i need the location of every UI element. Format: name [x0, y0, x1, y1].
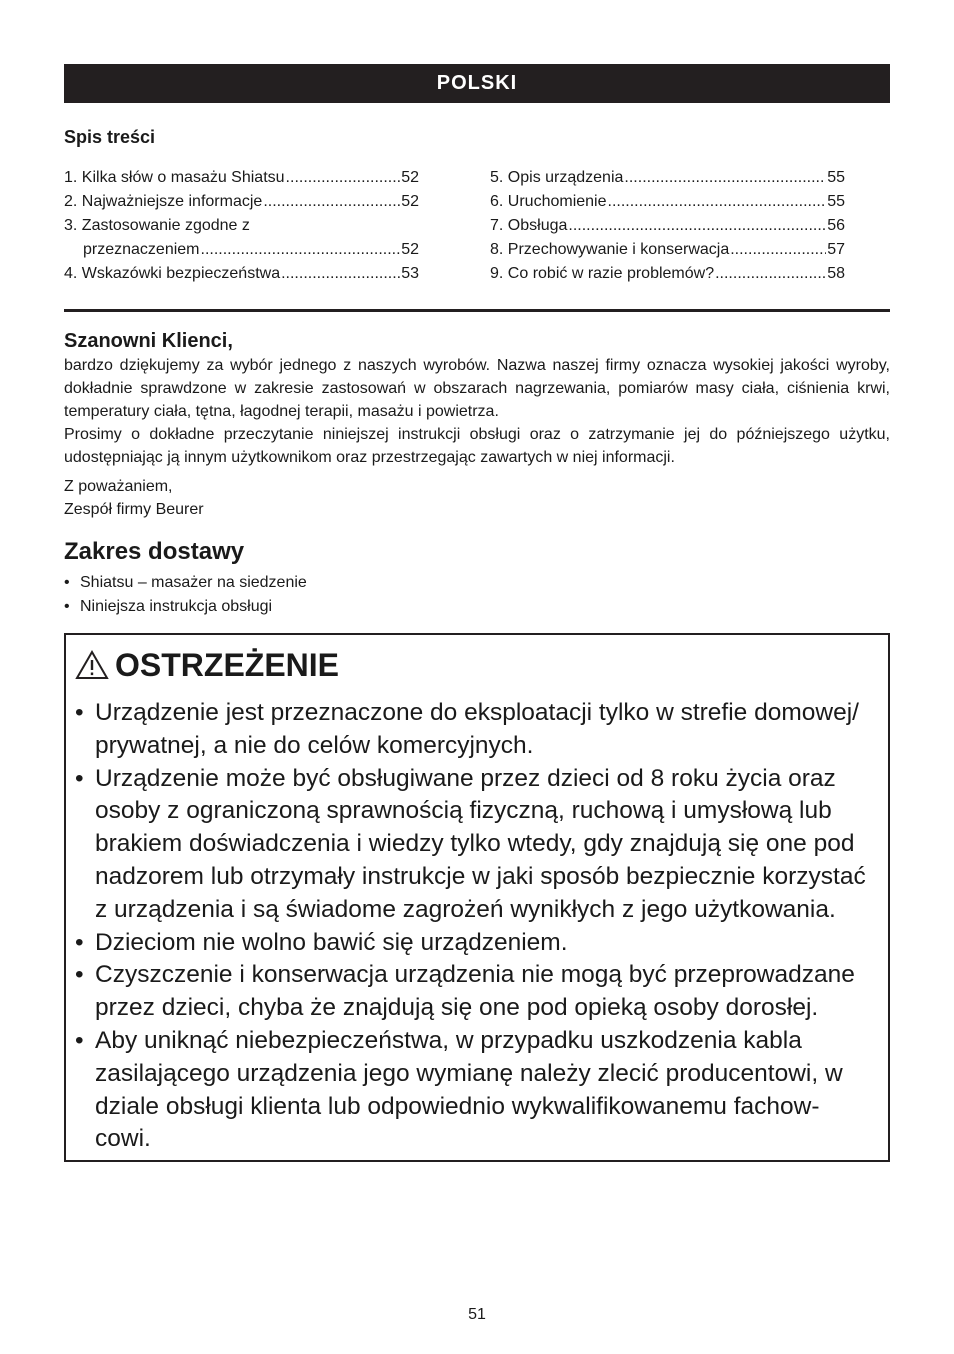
intro-paragraph: bardzo dziękujemy za wybór jednego z naszych wyrobów. Nazwa naszej firmy oznacza wysokiej jakości wyroby, dokładnie sprawdzone w zakresie zastosowań w obszarach nagrzewania, pomiarów masy ciała, ciśnienia krwi, temperatury ciała, tętna, łagodnej terapii, masażu i powietrza. [64, 357, 890, 420]
toc-entry[interactable] [64, 190, 419, 214]
delivery-heading: Zakres dostawy [64, 538, 245, 565]
toc-entry-title: 7. Obsługa [490, 217, 568, 234]
toc-entry[interactable] [490, 190, 845, 214]
toc-entry[interactable] [64, 214, 419, 262]
intro-paragraph: Prosimy o dokładne przeczytanie niniejszej instrukcji obsługi oraz o zatrzymanie jej do późniejszego użytku, udostępniając ją innym użytkownikom oraz przestrzegając zawartych w niej informacji. [64, 426, 890, 466]
toc-entry-page: 55 [827, 193, 845, 210]
list-item-text: Urządzenie jest przeznaczone do eksploatacji tylko w strefie domowej/ prywatnej, a nie do celów komercyjnych. [95, 699, 859, 759]
toc-entry-title: 9. Co robić w razie problemów? [490, 265, 715, 282]
closing-line: Zespół firmy Beurer [64, 501, 204, 518]
toc-entry-page: 52 [401, 169, 419, 186]
list-item [64, 571, 890, 595]
language-label: POLSKI [436, 72, 518, 94]
page-number: 51 [468, 1306, 486, 1323]
toc-entry[interactable] [64, 166, 419, 190]
bullet: • [75, 1026, 84, 1054]
list-item [75, 763, 874, 927]
list-item-text: Aby uniknąć niebezpieczeństwa, w przypadku uszkodzenia kabla zasilającego urządzenia jego wymianę należy zlecić producentowi, w dziale obsługi klienta lub odpowiednio wykwalifikowanemu fachow-cowi. [95, 1026, 843, 1153]
toc-entry-page: 56 [827, 217, 845, 234]
toc-entry-page: 52 [401, 193, 419, 210]
toc-leader-dots [624, 166, 826, 190]
toc-entry-title: 4. Wskazówki bezpieczeństwa [64, 265, 281, 282]
warning-list [75, 697, 874, 1156]
toc-leader-dots [715, 262, 826, 286]
bullet: • [64, 598, 70, 615]
toc-entry-page: 53 [401, 265, 419, 282]
toc-entry-title: 1. Kilka słów o masażu Shiatsu [64, 169, 285, 186]
toc-leader-dots [568, 214, 826, 238]
toc-entry[interactable] [490, 238, 845, 262]
warning-box [64, 633, 890, 1162]
bullet: • [75, 699, 84, 726]
toc-column-left [64, 166, 419, 286]
language-header-bar [64, 64, 890, 103]
toc-leader-dots [201, 238, 401, 262]
bullet: • [75, 928, 84, 956]
toc-leader-dots [263, 190, 400, 214]
toc-entry-title: 5. Opis urządzenia [490, 169, 624, 186]
toc-entry[interactable] [490, 166, 845, 190]
toc-entry-page: 57 [827, 241, 845, 258]
bullet: • [75, 961, 84, 989]
list-item [75, 1025, 874, 1156]
list-item-text: Dzieciom nie wolno bawić się urządzeniem. [95, 928, 568, 956]
toc-entry-title: 6. Uruchomienie [490, 193, 607, 210]
warning-triangle-icon [75, 650, 109, 680]
bullet: • [75, 764, 84, 792]
toc-entry-title: 2. Najważniejsze informacje [64, 193, 263, 210]
toc-leader-dots [730, 238, 826, 262]
toc-entry[interactable] [490, 262, 845, 286]
list-item [75, 959, 874, 1025]
closing-signature [64, 475, 890, 521]
toc-column-right [490, 166, 845, 286]
toc-entry-page: 55 [827, 169, 845, 186]
toc-entry-title: 8. Przechowywanie i konserwacja [490, 241, 730, 258]
toc-entry-title-continued: przeznaczeniem [83, 241, 200, 258]
list-item [75, 697, 874, 763]
page [64, 64, 890, 1162]
toc-title: Spis treści [64, 127, 156, 147]
table-of-contents [64, 166, 890, 286]
section-divider [64, 309, 890, 312]
list-item-text: Urządzenie może być obsługiwane przez dzieci od 8 roku życia oraz osoby z ograniczoną sprawnością fizyczną, ruchową i umysłową lub brakiem doświadczenia i wiedzy tylko wtedy, gdy znajdują się one pod nadzorem lub otrzymały instrukcje w jaki sposób bezpiecznie korzystać z urządzenia i są świadome zagrożeń wynikłych z jego użytkowania. [95, 764, 866, 923]
list-item-text: Niniejsza instrukcja obsługi [80, 598, 273, 615]
delivery-list [64, 571, 890, 619]
warning-title: OSTRZEŻENIE [115, 647, 340, 683]
closing-line: Z poważaniem, [64, 478, 173, 495]
toc-entry[interactable] [490, 214, 845, 238]
toc-leader-dots [281, 262, 400, 286]
toc-entry-page: 52 [401, 241, 419, 258]
toc-entry-title: 3. Zastosowanie zgodne z [64, 217, 250, 234]
list-item [64, 595, 890, 619]
warning-header [75, 643, 874, 687]
bullet: • [64, 574, 70, 591]
list-item [75, 927, 874, 960]
list-item-text: Shiatsu – masażer na siedzenie [80, 574, 307, 591]
toc-leader-dots [608, 190, 827, 214]
toc-leader-dots [286, 166, 401, 190]
toc-entry-page: 58 [827, 265, 845, 282]
greeting-heading: Szanowni Klienci, [64, 330, 233, 352]
toc-entry[interactable] [64, 262, 419, 286]
list-item-text: Czyszczenie i konserwacja urządzenia nie mogą być przeprowadzane przez dzieci, chyba że znajdują się one pod opieką osoby dorosłej. [95, 961, 855, 1022]
